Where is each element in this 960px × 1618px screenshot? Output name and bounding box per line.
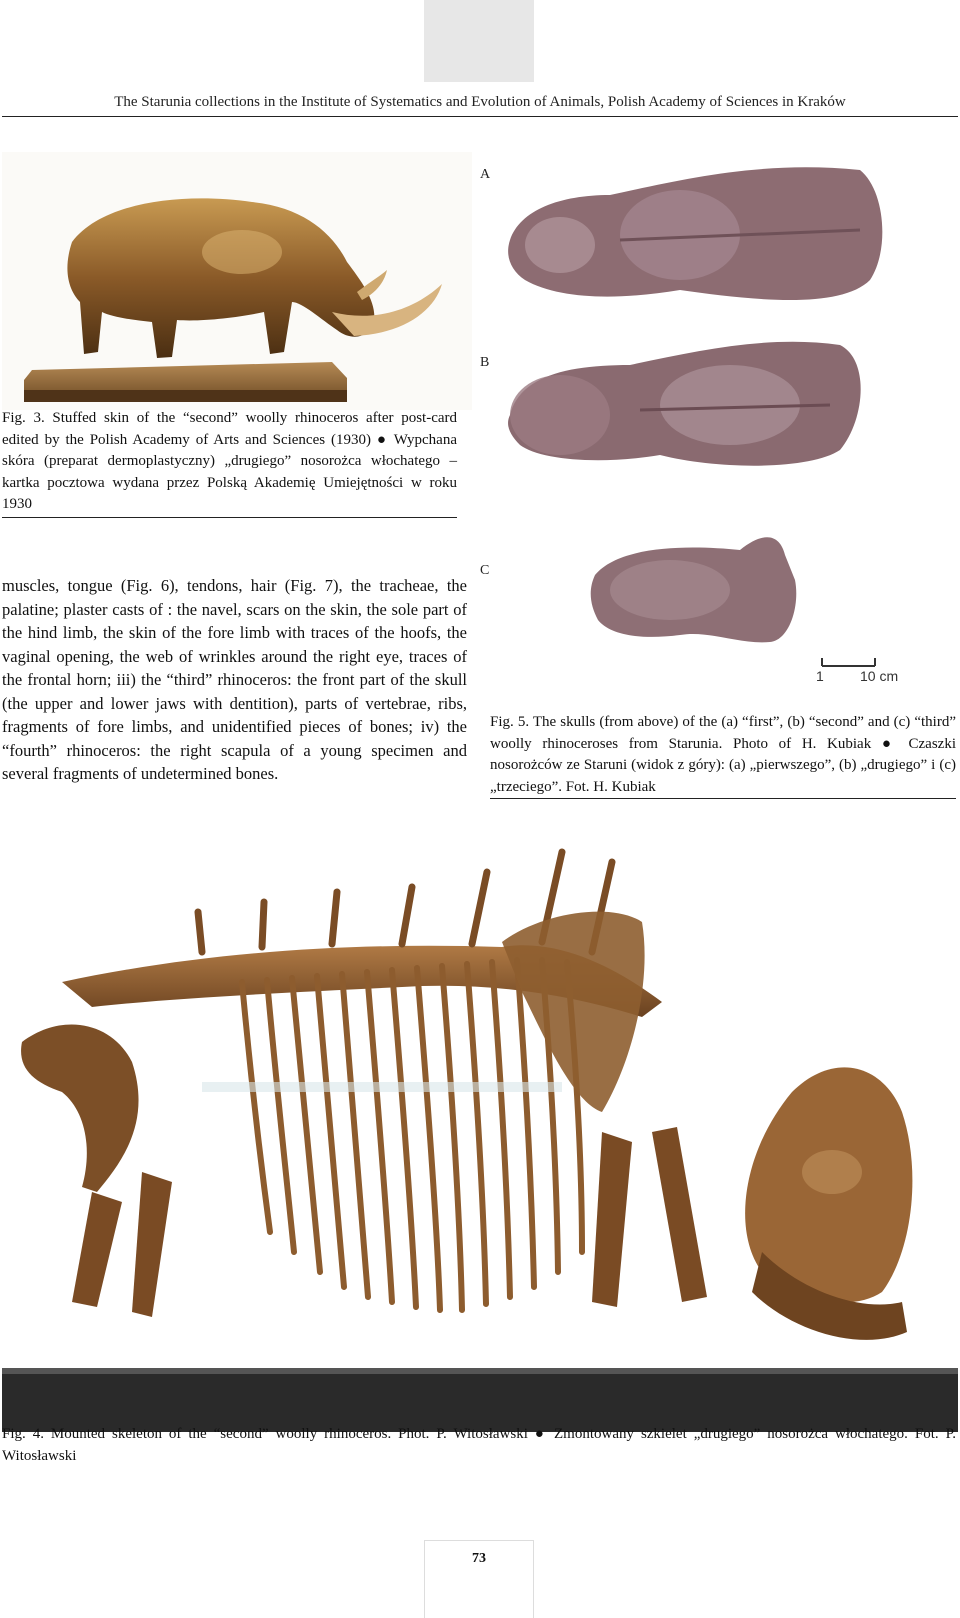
- fig5-caption-rule: [490, 798, 956, 799]
- skull-label-a: A: [480, 167, 491, 182]
- skull-label-b: B: [480, 355, 490, 370]
- mounted-skeleton-photo: [2, 832, 958, 1454]
- fig3-caption: Fig. 3. Stuffed skin of the “second” woolly rhinoceros after post-card edited by the Polish Academy of Arts and Sciences (1930) ● Wypchana skóra (preparat dermoplastyczny) „drugiego” nosorożca włochatego – kartka pocztowa wydana przez Polską Akademię Umiejętności w roku 1930: [2, 410, 457, 512]
- page-number: 73: [424, 1540, 534, 1618]
- fig5-caption: Fig. 5. The skulls (from above) of the (a) “first”, (b) “second” and (c) “third” woolly rhinoceroses from Starunia. Photo of H. Kubiak ● Czaszki nosorożców ze Staruni (widok z góry): (a) „pierwszego”, (b) „drugiego” i (c) „trzeciego”. Fot. H. Kubiak: [490, 714, 956, 795]
- top-tab-decoration: [424, 0, 534, 82]
- body-paragraph: muscles, tongue (Fig. 6), tendons, hair (Fig. 7), the tracheae, the palatine; plaster casts of : the navel, scars on the skin, the sole part of the hind limb, the skin of the fore limb with traces of the hoofs, the vaginal opening, the web of wrinkles around the right eye, traces of the frontal horn; iii) the “third” rhinoceros: the front part of the skull (the upper and lower jaws with dentition), parts of vertebrae, ribs, fragments of fore limbs, and unidentified pieces of bones; iv) the “fourth” rhinoceros: the right scapula of a young specimen and several fragments of undetermined bones.: [2, 576, 467, 783]
- stuffed-rhino-photo: [2, 152, 472, 410]
- scale-bar-label: 10 cm: [860, 668, 899, 684]
- skull-label-c: C: [480, 563, 490, 578]
- scale-bar-start: 1: [816, 668, 824, 684]
- header-rule: [2, 116, 958, 117]
- running-header: The Starunia collections in the Institute of Systematics and Evolution of Animals, Polish Academy of Sciences in Kraków: [114, 94, 846, 110]
- skulls-photo: [500, 150, 910, 680]
- fig3-caption-rule: [2, 517, 457, 518]
- fig4-caption: Fig. 4. Mounted skeleton of the “second” woolly rhinoceros. Phot. P. Witosławski ● Zmontowany szkielet „drugiego” nosorożca włochatego. Fot. P. Witosławski: [2, 1426, 956, 1464]
